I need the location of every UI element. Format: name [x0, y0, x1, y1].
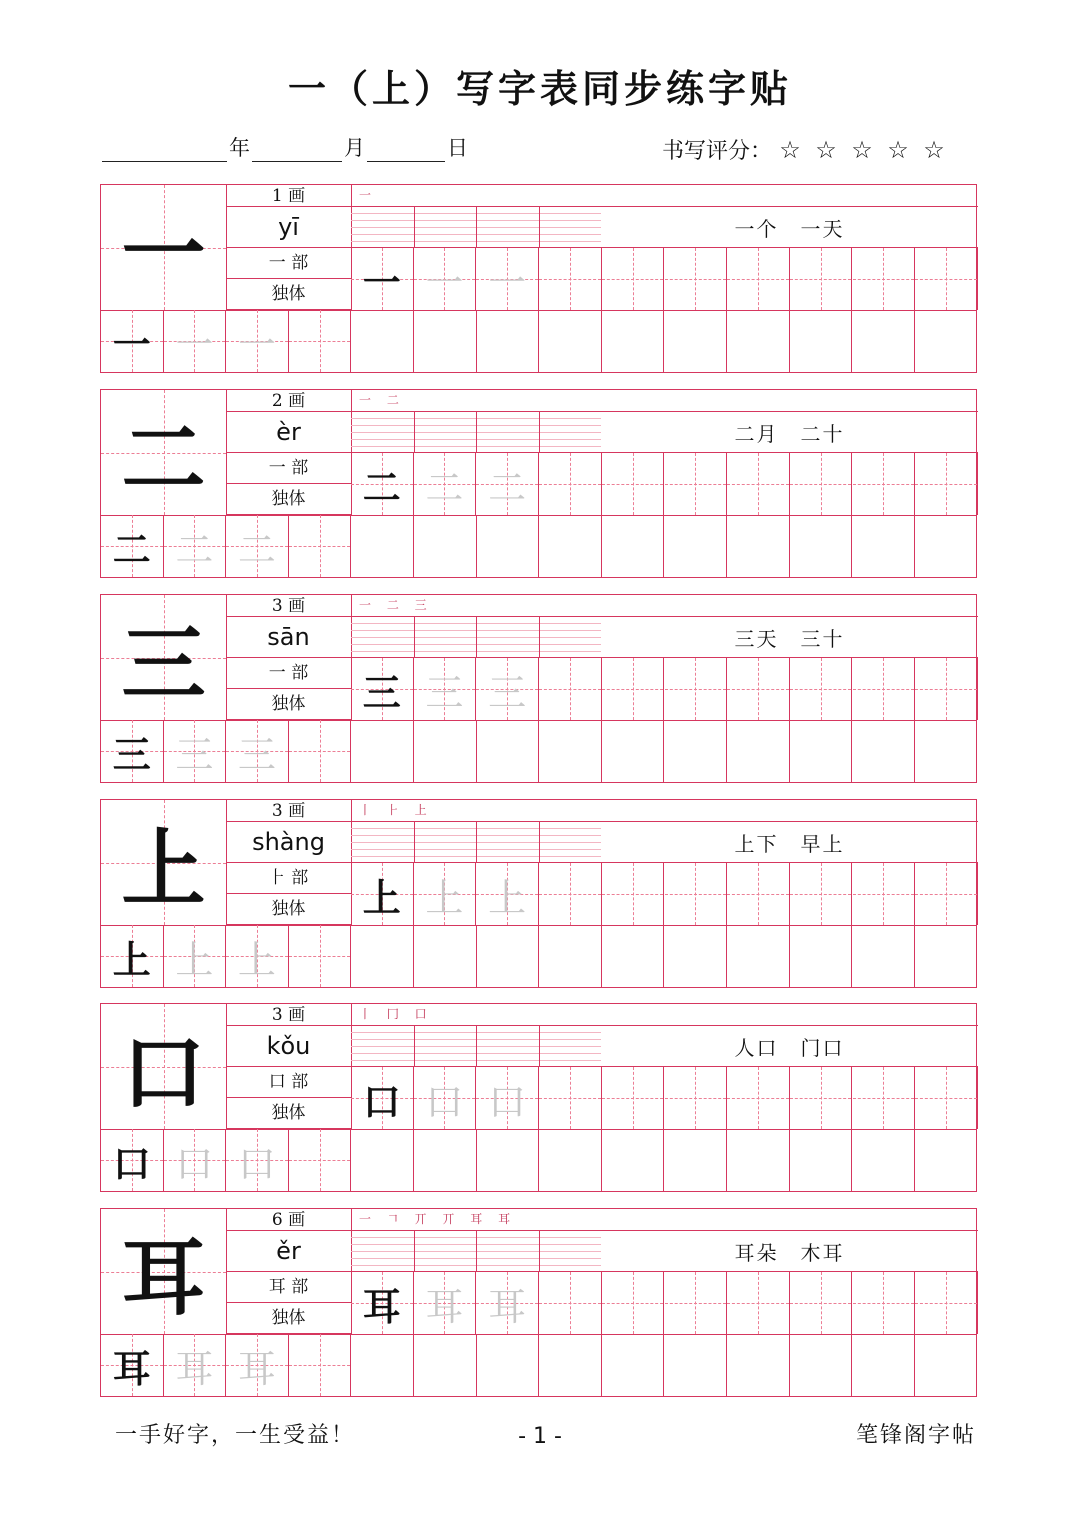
practice-cell[interactable] — [853, 863, 916, 925]
practice-cell[interactable] — [602, 1129, 665, 1191]
practice-cell[interactable] — [602, 515, 665, 577]
practice-cell[interactable] — [790, 863, 853, 925]
practice-cell[interactable] — [665, 1067, 728, 1129]
practice-cell[interactable] — [790, 515, 853, 577]
practice-cell[interactable] — [915, 720, 978, 782]
rating-label: 书写评分： — [662, 139, 773, 164]
practice-cell[interactable] — [226, 925, 289, 987]
practice-cell[interactable] — [476, 453, 539, 515]
practice-cell[interactable] — [727, 453, 790, 515]
trace-character: 上 — [488, 875, 527, 920]
page-number: - 1 - — [518, 1424, 562, 1449]
trace-character: 口 — [237, 1141, 276, 1186]
practice-cell[interactable] — [539, 515, 602, 577]
practice-cell[interactable] — [351, 720, 414, 782]
practice-cell[interactable] — [539, 1272, 602, 1334]
practice-cell[interactable] — [351, 863, 414, 925]
practice-cell[interactable] — [915, 925, 978, 987]
trace-character: 三 — [425, 670, 464, 715]
practice-cell[interactable] — [664, 515, 727, 577]
radical: 一 部 — [226, 248, 351, 279]
practice-cell[interactable] — [539, 1129, 602, 1191]
trace-character: 一 — [488, 260, 527, 305]
practice-cell[interactable] — [101, 1334, 164, 1396]
practice-cell[interactable] — [915, 658, 978, 720]
practice-cell[interactable] — [539, 863, 602, 925]
practice-cell[interactable] — [414, 1334, 477, 1396]
practice-cell[interactable] — [164, 1129, 227, 1191]
practice-cell[interactable] — [477, 925, 540, 987]
practice-cell[interactable] — [101, 925, 164, 987]
practice-cell[interactable] — [414, 1129, 477, 1191]
practice-cell[interactable] — [477, 1334, 540, 1396]
trace-character: 三 — [237, 732, 276, 777]
practice-cell[interactable] — [414, 658, 477, 720]
trace-character: 三 — [175, 732, 214, 777]
practice-cell[interactable] — [665, 1272, 728, 1334]
model-character-cell — [101, 1209, 227, 1334]
practice-cell[interactable] — [289, 310, 352, 372]
month-label: 月 — [344, 136, 365, 160]
trace-character: 三 — [488, 670, 527, 715]
practice-cell[interactable] — [414, 1067, 477, 1129]
stroke-order: 一 — [351, 185, 978, 207]
example-words: 二月 二十 — [601, 412, 978, 453]
practice-cell[interactable] — [727, 310, 790, 372]
practice-cell[interactable] — [414, 720, 477, 782]
month-blank — [252, 137, 342, 162]
example-character: 三 — [362, 669, 401, 715]
practice-cell[interactable] — [289, 1129, 352, 1191]
practice-cell[interactable] — [790, 248, 853, 310]
character-block — [100, 184, 977, 373]
practice-cell[interactable] — [101, 515, 164, 577]
practice-cell[interactable] — [226, 1129, 289, 1191]
practice-cell[interactable] — [477, 310, 540, 372]
model-character-cell — [101, 595, 227, 720]
practice-cell[interactable] — [289, 515, 352, 577]
trace-character: 一 — [237, 322, 276, 367]
example-character: 二 — [112, 526, 151, 572]
practice-cell[interactable] — [539, 720, 602, 782]
practice-cell[interactable] — [727, 1272, 790, 1334]
pinyin: yī — [226, 207, 351, 248]
practice-cell[interactable] — [539, 310, 602, 372]
practice-cell[interactable] — [476, 658, 539, 720]
practice-cell[interactable] — [790, 720, 853, 782]
radical: 一 部 — [226, 453, 351, 484]
practice-cell[interactable] — [414, 925, 477, 987]
footer-brand: 笔锋阁字帖 — [855, 1423, 976, 1448]
stroke-order: 丨 冂 口 — [351, 1004, 978, 1026]
practice-cell[interactable] — [602, 310, 665, 372]
model-character: 上 — [121, 819, 206, 918]
practice-cell[interactable] — [414, 310, 477, 372]
trace-character: 耳 — [237, 1346, 276, 1391]
structure: 独体 — [226, 1098, 351, 1129]
radical: ⺊ 部 — [226, 863, 351, 894]
practice-cell[interactable] — [477, 1129, 540, 1191]
practice-cell[interactable] — [289, 1334, 352, 1396]
practice-cell[interactable] — [101, 310, 164, 372]
example-words: 耳朵 木耳 — [601, 1231, 978, 1272]
stroke-count: 3 画 — [226, 595, 351, 617]
pinyin: èr — [226, 412, 351, 453]
example-words: 一个 一天 — [601, 207, 978, 248]
practice-cell[interactable] — [164, 925, 227, 987]
practice-cell[interactable] — [727, 720, 790, 782]
practice-cell[interactable] — [164, 720, 227, 782]
practice-cell[interactable] — [539, 925, 602, 987]
example-character: 上 — [112, 936, 151, 982]
practice-cell[interactable] — [852, 515, 915, 577]
practice-cell[interactable] — [790, 1272, 853, 1334]
stroke-count: 3 画 — [226, 1004, 351, 1026]
practice-cell[interactable] — [289, 925, 352, 987]
example-character: 上 — [362, 874, 401, 920]
trace-character: 口 — [425, 1079, 464, 1124]
practice-cell[interactable] — [476, 1272, 539, 1334]
year-label: 年 — [229, 136, 250, 160]
practice-cell[interactable] — [414, 1272, 477, 1334]
practice-cell[interactable] — [915, 1334, 978, 1396]
practice-cell[interactable] — [226, 310, 289, 372]
star-icon[interactable]: ☆ — [779, 136, 801, 164]
structure: 独体 — [226, 689, 351, 720]
practice-cell[interactable] — [602, 658, 665, 720]
practice-cell[interactable] — [790, 453, 853, 515]
stroke-order: 丨 ⺊ 上 — [351, 800, 978, 822]
model-character: 二 — [121, 409, 206, 508]
practice-cell[interactable] — [727, 1334, 790, 1396]
practice-cell[interactable] — [790, 1129, 853, 1191]
structure: 独体 — [226, 894, 351, 925]
practice-cell[interactable] — [226, 1334, 289, 1396]
stroke-count: 1 画 — [226, 185, 351, 207]
practice-cell[interactable] — [351, 453, 414, 515]
practice-cell[interactable] — [664, 925, 727, 987]
example-character: 口 — [112, 1140, 151, 1186]
practice-cell[interactable] — [727, 658, 790, 720]
example-character: 一 — [362, 259, 401, 305]
practice-cell[interactable] — [602, 1272, 665, 1334]
structure: 独体 — [226, 1303, 351, 1334]
model-character: 口 — [121, 1023, 206, 1122]
example-words: 人口 门口 — [601, 1026, 978, 1067]
practice-cell[interactable] — [414, 248, 477, 310]
trace-character: 耳 — [425, 1284, 464, 1329]
practice-cell[interactable] — [414, 515, 477, 577]
trace-character: 二 — [237, 527, 276, 572]
radical: 一 部 — [226, 658, 351, 689]
practice-cell[interactable] — [602, 720, 665, 782]
model-character: 耳 — [121, 1228, 206, 1327]
trace-character: 一 — [425, 260, 464, 305]
practice-cell[interactable] — [226, 515, 289, 577]
year-blank — [102, 137, 227, 162]
model-character-cell — [101, 185, 227, 310]
model-character-cell — [101, 800, 227, 925]
practice-cell[interactable] — [790, 658, 853, 720]
practice-cell[interactable] — [727, 863, 790, 925]
practice-cell[interactable] — [915, 515, 978, 577]
practice-cell[interactable] — [414, 453, 477, 515]
trace-character: 二 — [425, 465, 464, 510]
example-character: 耳 — [112, 1345, 151, 1391]
practice-cell[interactable] — [853, 248, 916, 310]
star-icon[interactable]: ☆ — [815, 136, 837, 164]
pinyin: shàng — [226, 822, 351, 863]
structure: 独体 — [226, 279, 351, 310]
example-character: 耳 — [362, 1283, 401, 1329]
practice-cell[interactable] — [351, 1129, 414, 1191]
stroke-count: 3 画 — [226, 800, 351, 822]
model-character: 一 — [121, 204, 206, 303]
page-title: 一（上）写字表同步练字贴 — [287, 67, 792, 111]
trace-character: 口 — [488, 1079, 527, 1124]
practice-cell[interactable] — [727, 248, 790, 310]
practice-cell[interactable] — [477, 720, 540, 782]
radical: 耳 部 — [226, 1272, 351, 1303]
practice-cell[interactable] — [351, 1067, 414, 1129]
example-words: 上下 早上 — [601, 822, 978, 863]
practice-cell[interactable] — [351, 310, 414, 372]
practice-cell[interactable] — [602, 248, 665, 310]
practice-cell[interactable] — [351, 925, 414, 987]
practice-cell[interactable] — [853, 453, 916, 515]
practice-cell[interactable] — [226, 720, 289, 782]
practice-cell[interactable] — [727, 515, 790, 577]
model-character-cell — [101, 390, 227, 515]
stroke-order: 一 二 三 — [351, 595, 978, 617]
practice-cell[interactable] — [351, 1272, 414, 1334]
practice-cell[interactable] — [915, 1272, 978, 1334]
practice-cell[interactable] — [852, 720, 915, 782]
model-character-cell — [101, 1004, 227, 1129]
trace-character: 二 — [175, 527, 214, 572]
stroke-count: 2 画 — [226, 390, 351, 412]
practice-cell[interactable] — [664, 310, 727, 372]
practice-cell[interactable] — [853, 1272, 916, 1334]
stroke-order: 一 𠃍 丌 丌 耳 耳 — [351, 1209, 978, 1231]
trace-character: 耳 — [488, 1284, 527, 1329]
practice-cell[interactable] — [539, 248, 602, 310]
practice-cell[interactable] — [602, 1067, 665, 1129]
practice-cell[interactable] — [915, 1067, 978, 1129]
trace-character: 耳 — [175, 1346, 214, 1391]
practice-cell[interactable] — [665, 658, 728, 720]
practice-cell[interactable] — [790, 1334, 853, 1396]
practice-cell[interactable] — [101, 720, 164, 782]
pinyin: sān — [226, 617, 351, 658]
practice-cell[interactable] — [602, 1334, 665, 1396]
trace-character: 一 — [175, 322, 214, 367]
practice-cell[interactable] — [664, 1334, 727, 1396]
practice-cell[interactable] — [915, 310, 978, 372]
practice-cell[interactable] — [539, 1334, 602, 1396]
practice-cell[interactable] — [539, 453, 602, 515]
practice-cell[interactable] — [727, 925, 790, 987]
star-icon[interactable]: ☆ — [923, 136, 945, 164]
footer-motto: 一手好字，一生受益！ — [115, 1423, 356, 1448]
example-character: 口 — [362, 1078, 401, 1124]
practice-cell[interactable] — [539, 658, 602, 720]
radical: 口 部 — [226, 1067, 351, 1098]
trace-character: 口 — [175, 1141, 214, 1186]
practice-cell[interactable] — [790, 1067, 853, 1129]
trace-character: 上 — [175, 937, 214, 982]
practice-cell[interactable] — [852, 1129, 915, 1191]
example-character: 三 — [112, 731, 151, 777]
model-character: 三 — [121, 614, 206, 713]
practice-cell[interactable] — [790, 925, 853, 987]
day-label: 日 — [447, 136, 468, 160]
structure: 独体 — [226, 484, 351, 515]
stroke-count: 6 画 — [226, 1209, 351, 1231]
practice-cell[interactable] — [852, 1334, 915, 1396]
practice-cell[interactable] — [351, 515, 414, 577]
practice-cell[interactable] — [602, 863, 665, 925]
star-icon[interactable]: ☆ — [851, 136, 873, 164]
practice-cell[interactable] — [351, 1334, 414, 1396]
practice-cell[interactable] — [852, 310, 915, 372]
practice-cell[interactable] — [853, 1067, 916, 1129]
date-line — [102, 132, 470, 162]
practice-cell[interactable] — [915, 453, 978, 515]
practice-cell[interactable] — [915, 1129, 978, 1191]
practice-cell[interactable] — [727, 1129, 790, 1191]
practice-cell[interactable] — [477, 515, 540, 577]
practice-cell[interactable] — [351, 248, 414, 310]
trace-character: 上 — [237, 937, 276, 982]
pinyin: ěr — [226, 1231, 351, 1272]
stroke-order: 一 二 — [351, 390, 978, 412]
pinyin: kǒu — [226, 1026, 351, 1067]
practice-cell[interactable] — [476, 863, 539, 925]
character-block — [100, 799, 977, 988]
practice-cell[interactable] — [664, 720, 727, 782]
character-block — [100, 1003, 977, 1192]
practice-cell[interactable] — [289, 720, 352, 782]
practice-cell[interactable] — [476, 1067, 539, 1129]
practice-cell[interactable] — [164, 1334, 227, 1396]
example-character: 一 — [112, 321, 151, 367]
practice-cell[interactable] — [602, 925, 665, 987]
practice-cell[interactable] — [665, 248, 728, 310]
practice-cell[interactable] — [915, 248, 978, 310]
practice-cell[interactable] — [853, 658, 916, 720]
practice-cell[interactable] — [539, 1067, 602, 1129]
example-words: 三天 三十 — [601, 617, 978, 658]
trace-character: 上 — [425, 875, 464, 920]
practice-cell[interactable] — [101, 1129, 164, 1191]
character-block — [100, 594, 977, 783]
star-icon[interactable]: ☆ — [887, 136, 909, 164]
practice-cell[interactable] — [664, 1129, 727, 1191]
practice-cell[interactable] — [915, 863, 978, 925]
character-block — [100, 389, 977, 578]
character-block — [100, 1208, 977, 1397]
practice-cell[interactable] — [414, 863, 477, 925]
practice-cell[interactable] — [476, 248, 539, 310]
trace-character: 二 — [488, 465, 527, 510]
practice-cell[interactable] — [852, 925, 915, 987]
practice-cell[interactable] — [665, 453, 728, 515]
practice-cell[interactable] — [602, 453, 665, 515]
practice-cell[interactable] — [727, 1067, 790, 1129]
practice-cell[interactable] — [665, 863, 728, 925]
day-blank — [367, 137, 445, 162]
practice-cell[interactable] — [351, 658, 414, 720]
rating — [662, 134, 952, 165]
practice-cell[interactable] — [164, 310, 227, 372]
example-character: 二 — [362, 464, 401, 510]
practice-cell[interactable] — [790, 310, 853, 372]
practice-cell[interactable] — [164, 515, 227, 577]
